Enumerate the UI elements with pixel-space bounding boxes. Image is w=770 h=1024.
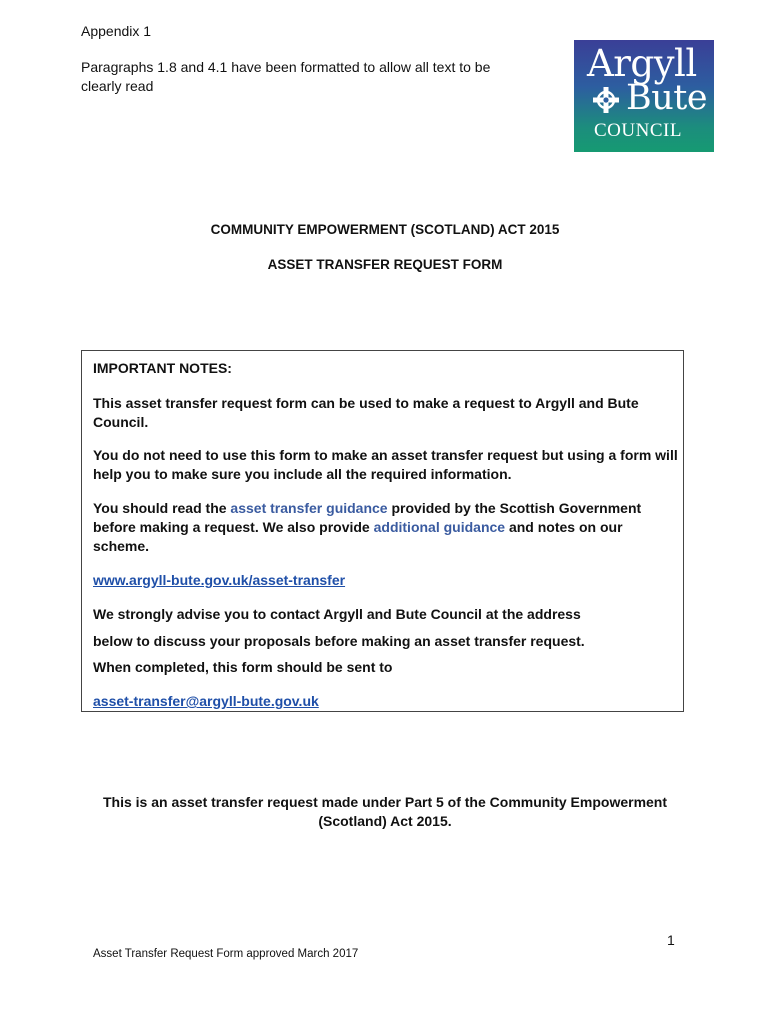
notes-paragraph-1: This asset transfer request form can be used to make a request to Argyll and Bute Council. <box>93 395 639 430</box>
request-statement: This is an asset transfer request made under Part 5 of the Community Empowerment (Scotland) Act 2015. <box>102 794 668 829</box>
logo-text-council: COUNCIL <box>594 120 682 141</box>
format-note: Paragraphs 1.8 and 4.1 have been formatted to allow all text to be clearly read <box>81 59 491 94</box>
notes-heading: IMPORTANT NOTES: <box>93 360 232 376</box>
council-logo <box>574 40 714 152</box>
logo-text-bute: Bute <box>626 78 708 118</box>
asset-transfer-guidance-link[interactable]: asset transfer guidance <box>230 500 388 516</box>
act-title: COMMUNITY EMPOWERMENT (SCOTLAND) ACT 2015 <box>210 222 560 237</box>
notes-paragraph-2: You do not need to use this form to make an asset transfer request but using a form will help you to make sure you include all the required information. <box>93 447 678 482</box>
important-notes-box <box>81 350 684 712</box>
footer-text: Asset Transfer Request Form approved March 2017 <box>93 948 359 960</box>
logo-text-argyll: Argyll <box>587 42 697 85</box>
website-link[interactable]: www.argyll-bute.gov.uk/asset-transfer <box>93 572 346 588</box>
email-link[interactable]: asset-transfer@argyll-bute.gov.uk <box>93 693 319 709</box>
additional-guidance-link[interactable]: additional guidance <box>373 519 506 535</box>
form-title: ASSET TRANSFER REQUEST FORM <box>267 257 503 272</box>
notes-paragraph-4-line-1: We strongly advise you to contact Argyll and Bute Council at the address <box>93 606 581 622</box>
notes-p3-text-2: provided by the Scottish Government before making a request. We also provide <box>93 500 642 535</box>
notes-paragraph-4-line-3: When completed, this form should be sent to <box>93 659 393 675</box>
notes-paragraph-4-line-2: below to discuss your proposals before making an asset transfer request. <box>93 633 585 649</box>
notes-p3-text-1: You should read the <box>93 500 231 516</box>
celtic-cross-icon <box>592 86 620 114</box>
notes-paragraph-3 <box>93 499 678 556</box>
appendix-label: Appendix 1 <box>81 23 152 39</box>
notes-p3-text-3: and notes on our scheme. <box>93 519 623 554</box>
page-number: 1 <box>667 932 675 948</box>
